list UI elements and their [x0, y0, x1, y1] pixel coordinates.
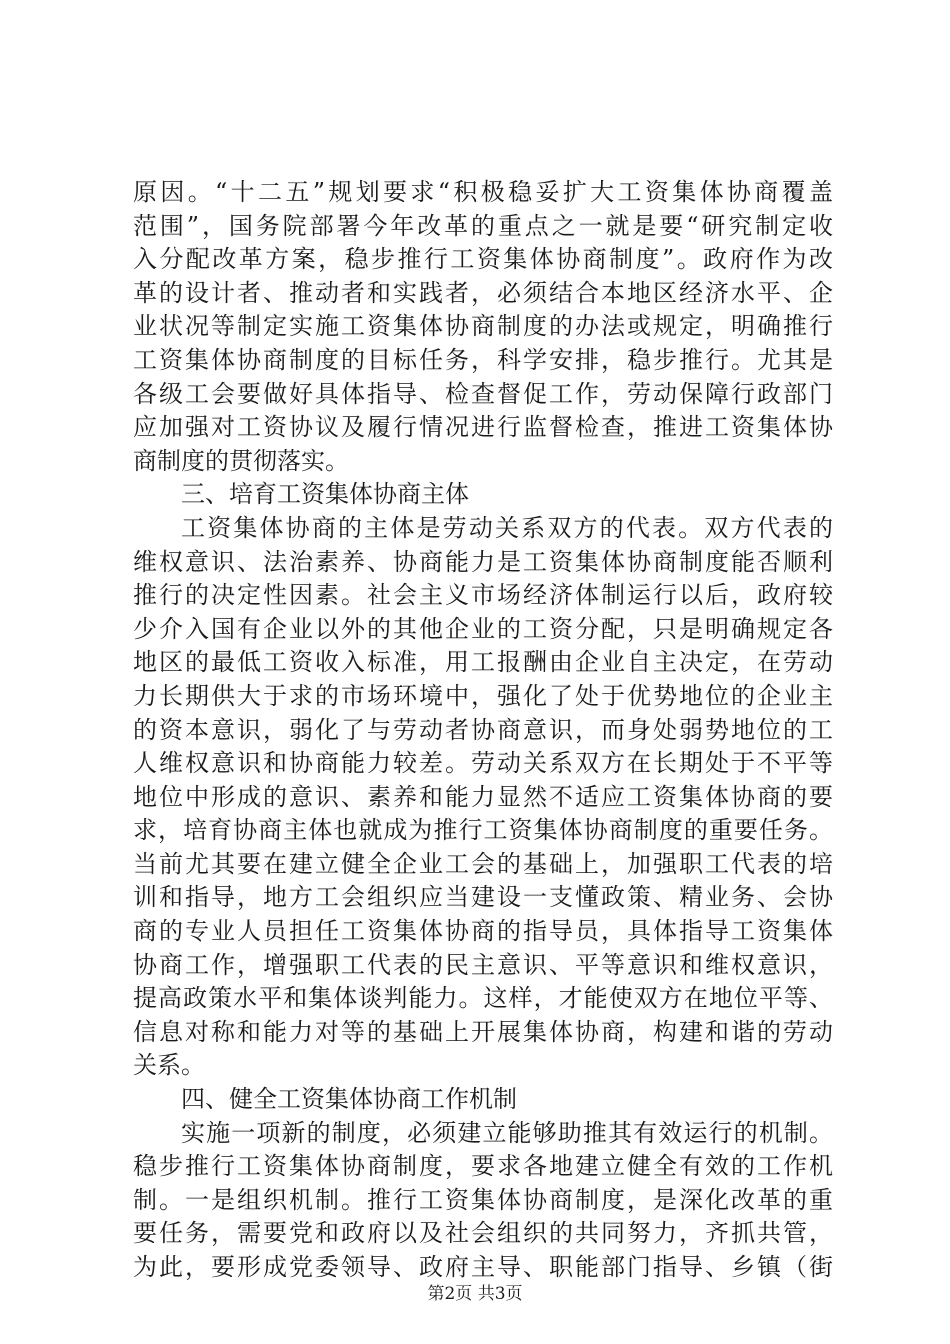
text-line: 业状况等制定实施工资集体协商制度的办法或规定，明确推行 [133, 312, 833, 341]
text-line: 协商工作，增强职工代表的民主意识、平等意识和维权意识， [133, 950, 833, 979]
text-line: 的资本意识，弱化了与劳动者协商意识，而身处弱势地位的工 [133, 715, 833, 744]
text-line: 训和指导，地方工会组织应当建设一支懂政策、精业务、会协 [133, 883, 833, 912]
text-line: 人维权意识和协商能力较差。劳动关系双方在长期处于不平等 [133, 749, 833, 778]
text-line: 各级工会要做好具体指导、检查督促工作，劳动保障行政部门 [133, 379, 833, 408]
text-line: 稳步推行工资集体协商制度，要求各地建立健全有效的工作机 [133, 1152, 833, 1181]
text-line: 当前尤其要在建立健全企业工会的基础上，加强职工代表的培 [133, 849, 833, 878]
paragraph [133, 176, 833, 478]
text-line: 力长期供大于求的市场环境中，强化了处于优势地位的企业主 [133, 681, 833, 710]
section-heading: 四、健全工资集体协商工作机制 [181, 1085, 517, 1114]
text-line: 关系。 [133, 1051, 205, 1080]
text-line: 商的专业人员担任工资集体协商的指导员，具体指导工资集体 [133, 917, 833, 946]
text-line: 地区的最低工资收入标准，用工报酬由企业自主决定，在劳动 [133, 648, 833, 677]
text-line: 工资集体协商制度的目标任务，科学安排，稳步推行。尤其是 [133, 345, 833, 374]
paragraph [133, 512, 833, 1083]
text-line: 要任务，需要党和政府以及社会组织的共同努力，齐抓共管， [133, 1219, 833, 1248]
text-line: 实施一项新的制度，必须建立能够助推其有效运行的机制。 [181, 1118, 833, 1147]
paragraph [133, 1117, 833, 1285]
text-line: 范围”，国务院部署今年改革的重点之一就是要“研究制定收 [133, 211, 833, 240]
text-line: 革的设计者、推动者和实践者，必须结合本地区经济水平、企 [133, 278, 833, 307]
text-line: 求，培育协商主体也就成为推行工资集体协商制度的重要任务。 [133, 816, 833, 845]
text-line: 地位中形成的意识、素养和能力显然不适应工资集体协商的要 [133, 782, 833, 811]
page-number: 第2页 共3页 [427, 1284, 523, 1304]
text-line: 少介入国有企业以外的其他企业的工资分配，只是明确规定各 [133, 614, 833, 643]
text-line: 制。一是组织机制。推行工资集体协商制度，是深化改革的重 [133, 1185, 833, 1214]
text-line: 提高政策水平和集体谈判能力。这样，才能使双方在地位平等、 [133, 984, 833, 1013]
text-line: 商制度的贯彻落实。 [133, 446, 349, 475]
text-line: 工资集体协商的主体是劳动关系双方的代表。双方代表的 [181, 513, 833, 542]
text-line: 入分配改革方案，稳步推行工资集体协商制度”。政府作为改 [133, 245, 833, 274]
text-line: 推行的决定性因素。社会主义市场经济体制运行以后，政府较 [133, 581, 833, 610]
text-line: 为此，要形成党委领导、政府主导、职能部门指导、乡镇（街 [133, 1253, 833, 1281]
text-line: 维权意识、法治素养、协商能力是工资集体协商制度能否顺利 [133, 547, 833, 576]
section-heading: 三、培育工资集体协商主体 [181, 480, 469, 509]
text-line: 应加强对工资协议及履行情况进行监督检查，推进工资集体协 [133, 413, 833, 442]
text-line: 原因。“十二五”规划要求“积极稳妥扩大工资集体协商覆盖 [133, 178, 833, 206]
text-line: 信息对称和能力对等的基础上开展集体协商，构建和谐的劳动 [133, 1017, 833, 1046]
document-body [133, 176, 833, 1285]
